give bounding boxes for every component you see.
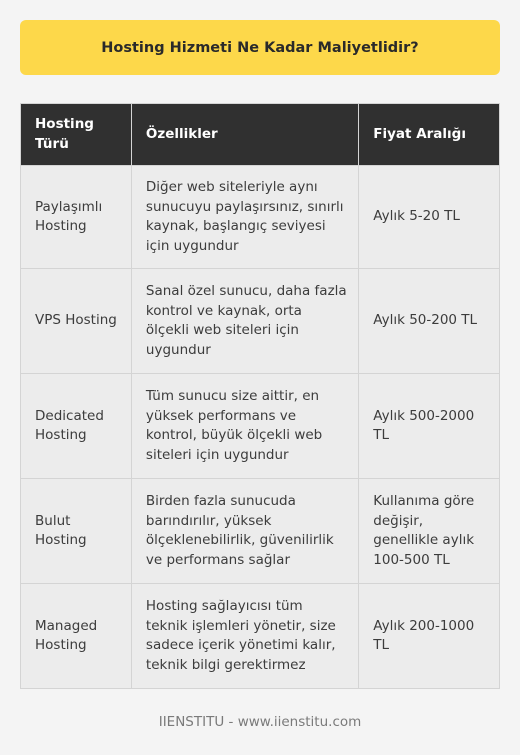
cell-features: Hosting sağlayıcısı tüm teknik işlemleri yönetir, size sadece içerik yönetimi kalır, teknik bilgi gerektirmez xyxy=(131,584,358,689)
cell-price-range: Kullanıma göre değişir, genellikle aylık 100-500 TL xyxy=(359,479,500,584)
cell-price-range: Aylık 200-1000 TL xyxy=(359,584,500,689)
header-price-range: Fiyat Aralığı xyxy=(359,104,500,166)
header-features: Özellikler xyxy=(131,104,358,166)
hosting-pricing-table xyxy=(20,103,500,689)
cell-price-range: Aylık 500-2000 TL xyxy=(359,374,500,479)
header-hosting-type: Hosting Türü xyxy=(21,104,132,166)
footer-credit: IIENSTITU - www.iienstitu.com xyxy=(158,714,362,730)
cell-hosting-type: Dedicated Hosting xyxy=(21,374,132,479)
cell-features: Sanal özel sunucu, daha fazla kontrol ve kaynak, orta ölçekli web siteleri için uygundur xyxy=(131,269,358,374)
cell-price-range: Aylık 50-200 TL xyxy=(359,269,500,374)
page-title: Hosting Hizmeti Ne Kadar Maliyetlidir? xyxy=(101,39,419,56)
cell-hosting-type: Paylaşımlı Hosting xyxy=(21,166,132,269)
cell-hosting-type: VPS Hosting xyxy=(21,269,132,374)
cell-features: Birden fazla sunucuda barındırılır, yüksek ölçeklenebilirlik, güvenilirlik ve performans sağlar xyxy=(131,479,358,584)
cell-features: Diğer web siteleriyle aynı sunucuyu paylaşırsınız, sınırlı kaynak, başlangıç seviyesi için uygundur xyxy=(131,166,358,269)
table-row xyxy=(21,269,500,374)
title-banner xyxy=(20,20,500,75)
table-header-row xyxy=(21,104,500,166)
cell-hosting-type: Managed Hosting xyxy=(21,584,132,689)
cell-price-range: Aylık 5-20 TL xyxy=(359,166,500,269)
table-row xyxy=(21,166,500,269)
cell-features: Tüm sunucu size aittir, en yüksek performans ve kontrol, büyük ölçekli web siteleri için uygundur xyxy=(131,374,358,479)
cell-hosting-type: Bulut Hosting xyxy=(21,479,132,584)
table-row xyxy=(21,374,500,479)
table-row xyxy=(21,584,500,689)
table-row xyxy=(21,479,500,584)
